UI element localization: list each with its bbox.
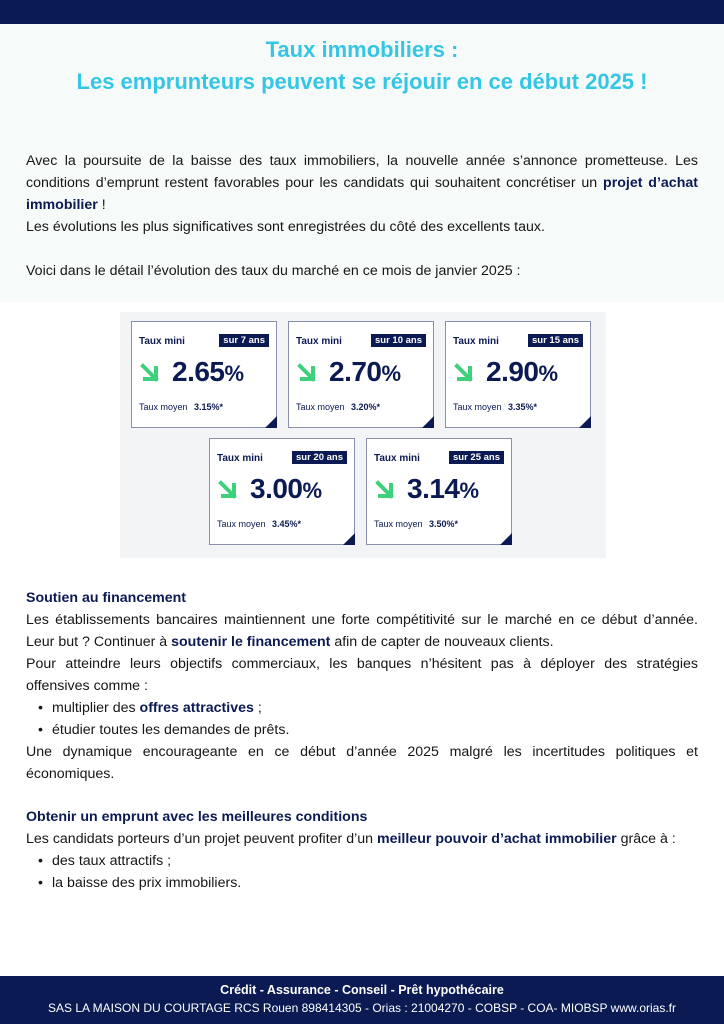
section1-paragraph-3: Une dynamique encourageante en ce début d’année 2025 malgré les incertitudes politiques et économiques. — [26, 744, 698, 782]
intro-paragraph-1 — [26, 150, 698, 216]
intro-p1-highlight: projet d’achat immobilier — [26, 175, 698, 213]
footer-services: Crédit - Assurance - Conseil - Prêt hypothécaire — [220, 983, 504, 997]
avg-value: 3.20%* — [351, 402, 381, 412]
arrow-down-right-icon — [218, 480, 240, 502]
rate-value: 2.65% — [172, 356, 244, 387]
intro-paragraph-3: Voici dans le détail l’évolution des taux du marché en ce mois de janvier 2025 : — [26, 263, 521, 279]
intro-p1-text: Avec la poursuite de la baisse des taux immobiliers, la nouvelle année s’annonce prometteuse. Les conditions d’emprunt restent favorables pour les candidats qui souhaitent concrétiser un — [26, 153, 698, 191]
section1-paragraph-2: Pour atteindre leurs objectifs commerciaux, les banques n’hésitent pas à déployer des stratégies offensives comme : — [26, 656, 698, 694]
corner-fold — [265, 416, 277, 428]
avg-value: 3.15%* — [194, 402, 224, 412]
rate-value: 2.90% — [486, 356, 558, 387]
duration-badge: sur 15 ans — [528, 334, 583, 347]
intro-paragraph-2: Les évolutions les plus significatives sont enregistrées du côté des excellents taux. — [26, 219, 545, 235]
footer — [0, 976, 724, 1024]
card-label: Taux mini — [453, 336, 499, 347]
arrow-down-right-icon — [454, 363, 476, 385]
section1-list — [26, 697, 698, 741]
section-heading: Obtenir un emprunt avec les meilleures conditions — [26, 809, 368, 825]
highlight-pouvoir-achat: meilleur pouvoir d’achat immobilier — [376, 831, 617, 847]
list-item: • des taux attractifs ; — [38, 850, 698, 872]
section1-paragraph-1: Les établissements bancaires maintiennent une forte compétitivité sur le marché en ce début d’année. Leur but ? Continuer à soutenir le financement afin de capter de nouveaux clients. — [26, 612, 698, 650]
avg-label: Taux moyen — [139, 402, 188, 412]
arrow-down-right-icon — [297, 363, 319, 385]
avg-label: Taux moyen — [217, 519, 266, 529]
corner-fold — [343, 533, 355, 545]
corner-fold — [579, 416, 591, 428]
title-line-1: Taux immobiliers : — [265, 37, 459, 62]
rate-cards-panel — [120, 312, 606, 558]
section-emprunt — [26, 806, 698, 894]
title-line-2: Les emprunteurs peuvent se réjouir en ce début 2025 ! — [76, 69, 648, 94]
avg-value: 3.45%* — [272, 519, 302, 529]
list-item: • étudier toutes les demandes de prêts. — [38, 719, 698, 741]
section2-paragraph-1: Les candidats porteurs d’un projet peuvent profiter d’un meilleur pouvoir d’achat immobilier grâce à : — [26, 831, 676, 847]
corner-fold — [422, 416, 434, 428]
section-heading: Soutien au financement — [26, 590, 187, 606]
footer-legal: SAS LA MAISON DU COURTAGE RCS Rouen 898414305 - Orias : 21004270 - COBSP - COA- MIOBSP www.orias.fr — [47, 1001, 676, 1015]
card-label: Taux mini — [139, 336, 185, 347]
list-item: • multiplier des offres attractives ; — [38, 697, 698, 719]
duration-badge: sur 20 ans — [292, 451, 347, 464]
arrow-down-right-icon — [140, 363, 162, 385]
intro-p1-end: ! — [97, 197, 106, 213]
arrow-down-right-icon — [375, 480, 397, 502]
rate-value: 2.70% — [329, 356, 401, 387]
rate-value: 3.00% — [250, 473, 322, 504]
intro-text — [26, 150, 698, 282]
rate-card-25-ans — [366, 438, 512, 545]
card-label: Taux mini — [296, 336, 342, 347]
duration-badge: sur 25 ans — [449, 451, 504, 464]
highlight-financement: soutenir le financement — [171, 634, 331, 650]
rate-card-20-ans — [209, 438, 355, 545]
avg-label: Taux moyen — [374, 519, 423, 529]
section-financement — [26, 587, 698, 785]
rate-card-7-ans — [131, 321, 277, 428]
rate-card-15-ans — [445, 321, 591, 428]
rate-card-10-ans — [288, 321, 434, 428]
list-item: • la baisse des prix immobiliers. — [38, 872, 698, 894]
section2-list — [26, 850, 698, 894]
card-label: Taux mini — [217, 453, 263, 464]
duration-badge: sur 7 ans — [219, 334, 269, 347]
avg-value: 3.35%* — [508, 402, 538, 412]
avg-value: 3.50%* — [429, 519, 459, 529]
avg-label: Taux moyen — [453, 402, 502, 412]
avg-label: Taux moyen — [296, 402, 345, 412]
rate-value: 3.14% — [407, 473, 479, 504]
corner-fold — [500, 533, 512, 545]
top-banner — [0, 0, 724, 24]
page-title — [0, 34, 724, 98]
card-label: Taux mini — [374, 453, 420, 464]
duration-badge: sur 10 ans — [371, 334, 426, 347]
